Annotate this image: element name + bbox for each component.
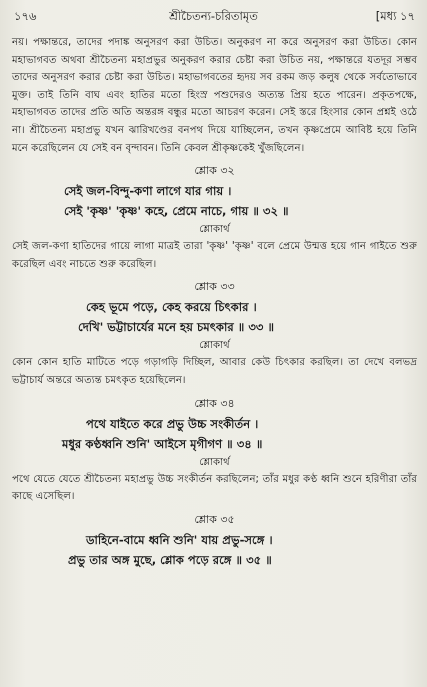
translation-heading: শ্লোকার্থ (199, 340, 230, 352)
translation-heading: শ্লোকার্থ (199, 456, 230, 468)
verse-heading: শ্লোক ৩৫ (194, 512, 235, 526)
verse-line: ডাহিনে-বামে ধ্বনি শুনি' যায় প্রভু-সঙ্গে । (86, 532, 273, 547)
verse-section-34 (12, 394, 417, 506)
verse-heading: শ্লোক ৩২ (194, 164, 235, 178)
page-number: ১৭৬ (14, 9, 37, 23)
translation-heading: শ্লোকার্থ (199, 224, 230, 236)
verse-line: সেই জল-বিন্দু-কণা লাগে যার গায় । (64, 184, 232, 199)
verse-text (12, 181, 417, 221)
running-title: শ্রীচৈতন্য-চরিতামৃত (169, 9, 258, 23)
purport-paragraph: নয়। পক্ষান্তরে, তাদের পদাঙ্ক অনুসরণ করা উচিত। অনুকরণ না করে অনুসরণ করা উচিত। কোন মহাভাগবত অথবা শ্রীচৈতন্য মহাপ্রভুর অনুকরণ করার চেষ্টা করা উচিত নয়, পক্ষান্তরে যতদূর সম্ভব তাদের অনুসরণ করার চেষ্টা করা উচিত। মহাভাগবতের হৃদয় সব রকম জড় কলুষ থেকে সর্বতোভাবে মুক্ত। তাই তিনি বাঘ এবং হাতির মতো হিংস্র পশুদেরও অত্যন্ত প্রিয় হতে পারেন। প্রকৃতপক্ষে, মহাভাগবত তাদের প্রতি অতি অন্তরঙ্গ বন্ধুর মতো আচরণ করেন। সেই স্তরে হিংসার কোন প্রশ্নই ওঠে না। শ্রীচৈতন্য মহাপ্রভু যখন ঝারিখণ্ডের বনপথ দিয়ে যাচ্ছিলেন, তখন কৃষ্ণপ্রেমে আবিষ্ট হয়ে তিনি মনে করেছিলেন যে সেই বন বৃন্দাবন। তিনি কেবল শ্রীকৃষ্ণকেই খুঁজছিলেন। (12, 37, 417, 154)
verse-line: পথে যাইতে করে প্রভু উচ্চ সংকীর্তন । (86, 416, 259, 431)
verse-heading: শ্লোক ৩৩ (194, 280, 235, 294)
page-content (12, 34, 417, 570)
verse-heading: শ্লোক ৩৪ (194, 396, 235, 410)
verse-section-33 (12, 277, 417, 389)
verse-text (12, 530, 417, 570)
verse-line: কেহ ভূমে পড়ে, কেহ করয়ে চিৎকার । (86, 300, 257, 315)
verse-line: দেখি' ভট্টাচার্যের মনে হয় চমৎকার ॥ ৩৩ ॥ (78, 320, 275, 335)
verse-section-35 (12, 510, 417, 570)
translation-text: পথে যেতে যেতে শ্রীচৈতন্য মহাপ্রভু উচ্চ সংকীর্তন করছিলেন; তাঁর মধুর কণ্ঠ ধ্বনি শুনে হরিণীরা তাঁর কাছে এসেছিল। (12, 473, 417, 503)
verse-section-32 (12, 161, 417, 273)
verse-text (12, 297, 417, 337)
verse-line: মধুর কণ্ঠধ্বনি শুনি' আইসে মৃগীগণ ॥ ৩৪ ॥ (62, 436, 263, 451)
translation-text: কোন কোন হাতি মাটিতে পড়ে গড়াগড়ি দিচ্ছিল, আবার কেউ চিৎকার করছিল। তা দেখে বলভদ্র ভট্টাচার্য অন্তরে অত্যন্ত চমৎকৃত হয়েছিলেন। (12, 357, 417, 386)
verse-line: প্রভু তার অঙ্গ মুছে, শ্লোক পড়ে রঙ্গে ॥ ৩৫ ॥ (68, 552, 272, 567)
translation-text: সেই জল-কণা হাতিদের গায়ে লাগা মাত্রই তারা 'কৃষ্ণ' 'কৃষ্ণ' বলে প্রেমে উন্মত্ত হয়ে গান গাইতে শুরু করেছিল এবং নাচতে শুরু করেছিল। (12, 241, 417, 270)
verse-line: সেই 'কৃষ্ণ' 'কৃষ্ণ' কহে, প্রেমে নাচে, গায় ॥ ৩২ ॥ (64, 204, 289, 219)
page-header (12, 8, 415, 26)
verse-text (12, 414, 417, 454)
chapter-label: [মধ্য ১৭ (375, 9, 415, 23)
